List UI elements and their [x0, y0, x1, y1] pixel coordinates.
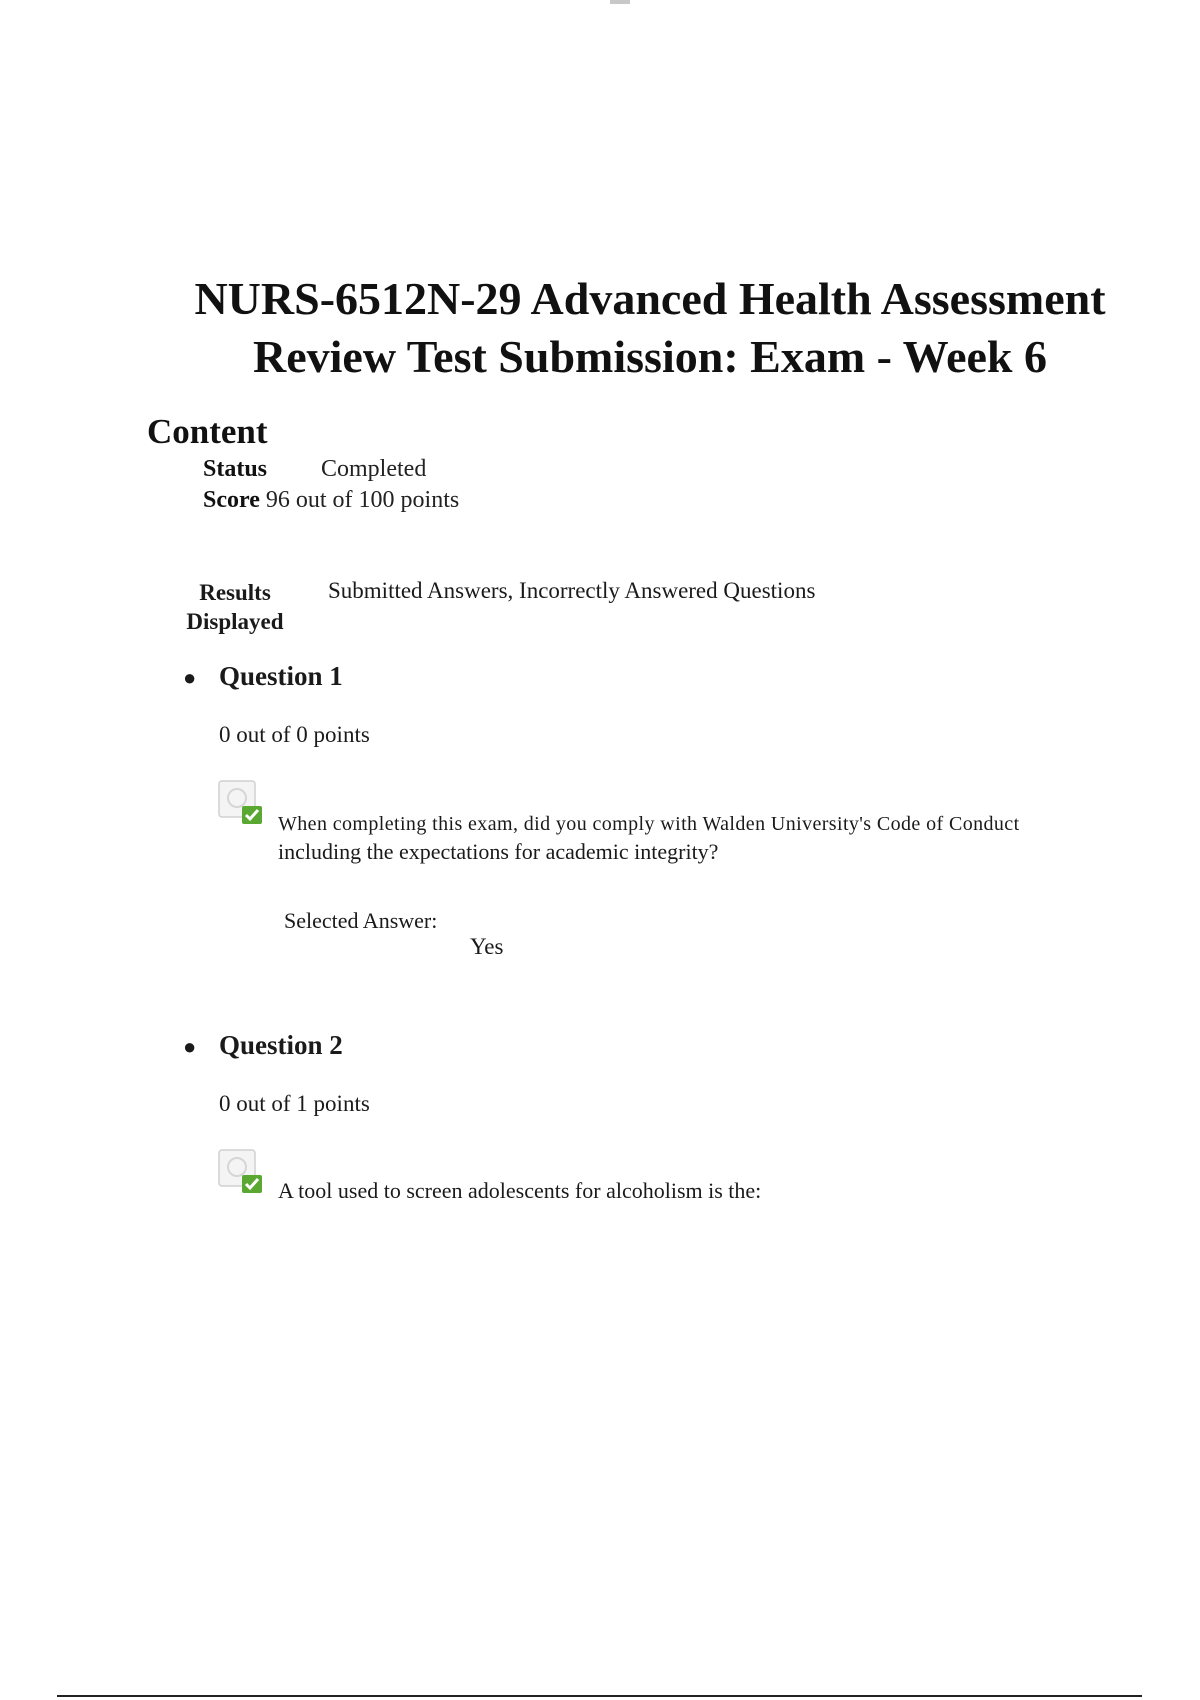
- content-heading: Content: [147, 412, 268, 451]
- score-value: 96 out of 100 points: [265, 487, 460, 513]
- question-2-heading: [183, 1030, 343, 1061]
- question-2-title: Question 2: [219, 1030, 343, 1060]
- bullet-icon: ●: [183, 1034, 197, 1059]
- question-1-text: [278, 810, 1020, 866]
- correct-check-icon: [218, 780, 266, 828]
- bottom-divider: [57, 1695, 1142, 1697]
- score-label: Score: [203, 487, 260, 513]
- results-displayed-label: Results Displayed: [186, 580, 284, 634]
- correct-check-icon: [218, 1149, 266, 1197]
- question-1-points: 0 out of 0 points: [219, 722, 370, 747]
- results-displayed-value: Submitted Answers, Incorrectly Answered Questions: [328, 578, 816, 603]
- page-title: [0, 270, 1200, 386]
- status-label: Status: [203, 456, 268, 482]
- question-1-heading: [183, 661, 343, 692]
- question-1-title: Question 1: [219, 661, 343, 691]
- status-row: [203, 456, 427, 483]
- question-1-text-line2: including the expectations for academic integrity?: [278, 839, 719, 864]
- question-1-text-line1: When completing this exam, did you comply with Walden University's Code of Conduct: [278, 813, 1020, 835]
- page-top-marker: [610, 0, 630, 4]
- score-row: [203, 487, 459, 514]
- question-2-text: A tool used to screen adolescents for alcoholism is the:: [278, 1178, 762, 1203]
- selected-answer-label: Selected Answer:: [284, 908, 438, 928]
- page-title-line1: NURS-6512N-29 Advanced Health Assessment: [194, 273, 1106, 324]
- bullet-icon: ●: [183, 665, 197, 690]
- question-2-points: 0 out of 1 points: [219, 1091, 370, 1116]
- selected-answer-value: Yes: [470, 934, 504, 959]
- page-title-line2: Review Test Submission: Exam - Week 6: [252, 331, 1048, 382]
- status-value: Completed: [321, 456, 427, 482]
